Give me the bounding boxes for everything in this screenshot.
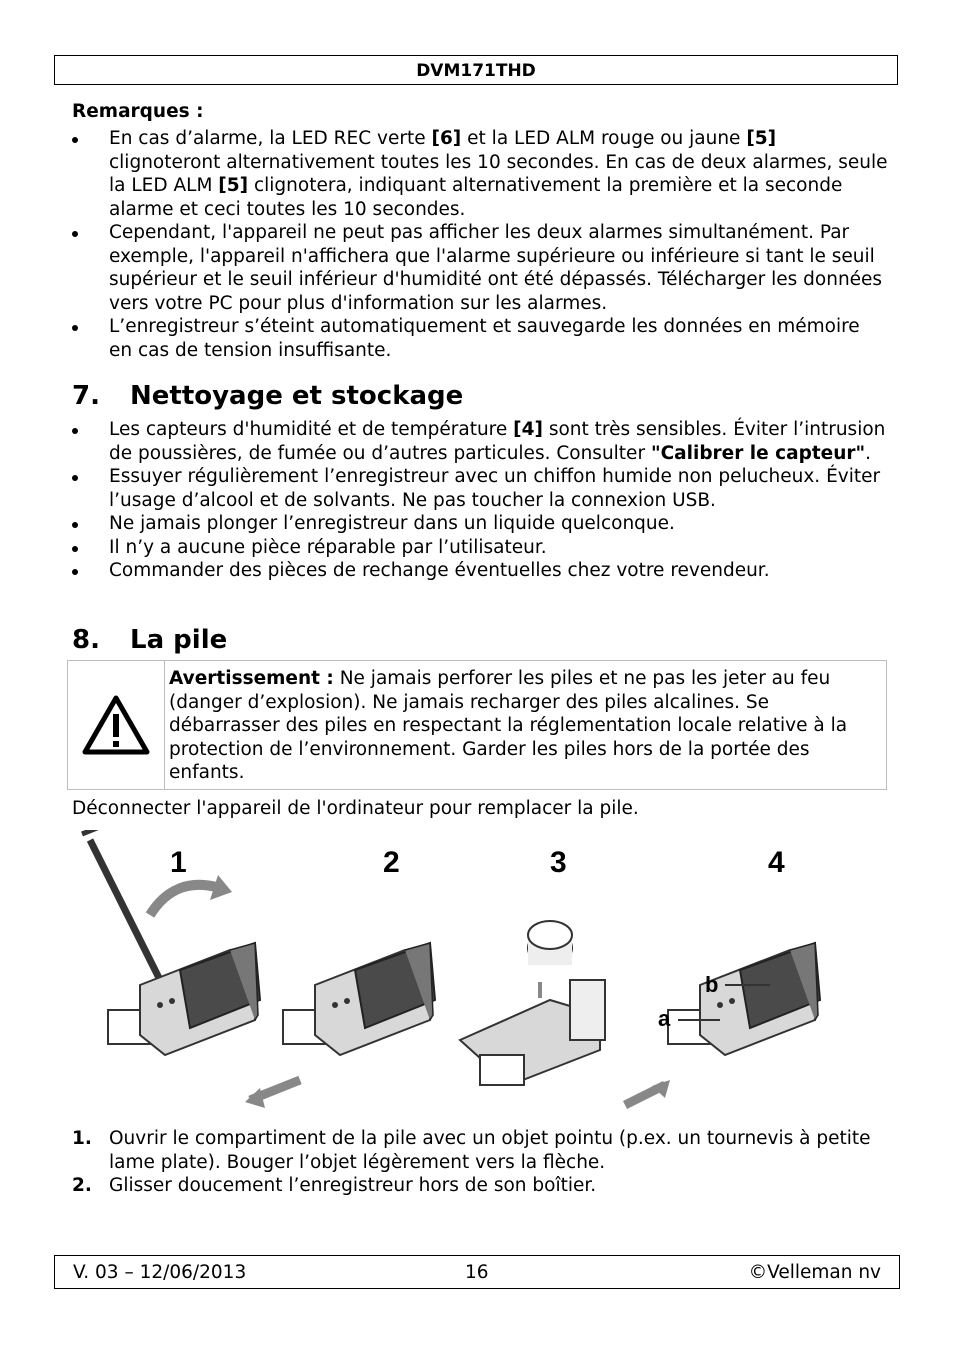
list-item: Ne jamais plonger l’enregistreur dans un liquide quelconque. xyxy=(72,512,888,536)
cleaning-list xyxy=(72,418,888,583)
label-b: b xyxy=(705,972,719,997)
step-number: 3 xyxy=(550,846,567,879)
section-7-heading: 7. Nettoyage et stockage xyxy=(72,381,464,411)
copyright: ©Velleman nv xyxy=(748,1262,881,1283)
document-header xyxy=(54,55,898,85)
warning-box xyxy=(67,660,887,790)
list-item: Les capteurs d'humidité et de température [4] sont très sensibles. Éviter l’intrusion de poussières, de fumée ou d’autres particules. Consulter "Calibrer le capteur". xyxy=(72,418,888,465)
remarks-list xyxy=(72,127,888,362)
battery-replacement-illustration xyxy=(80,830,880,1120)
step-number: 4 xyxy=(768,846,785,879)
list-item: 2. Glisser doucement l’enregistreur hors de son boîtier. xyxy=(72,1175,597,1196)
step-3-figure xyxy=(460,921,605,1085)
page-number: 16 xyxy=(465,1262,489,1283)
list-item: L’enregistreur s’éteint automatiquement et sauvegarde les données en mémoire en cas de tension insuffisante. xyxy=(72,315,888,362)
list-item: Il n’y a aucune pièce réparable par l’utilisateur. xyxy=(72,536,888,560)
model-name: DVM171THD xyxy=(416,61,536,81)
list-item: Cependant, l'appareil ne peut pas afficher les deux alarmes simultanément. Par exemple, l'appareil n'affichera que l'alarme supérieure ou inférieure si tant le seuil supérieur et le seuil inférieur d'humidité ont été dépassés. Télécharger les données vers votre PC pour plus d'information sur les alarmes. xyxy=(72,221,888,315)
disconnect-instruction: Déconnecter l'appareil de l'ordinateur pour remplacer la pile. xyxy=(72,798,639,819)
step-number: 1 xyxy=(170,846,187,879)
warning-text: Avertissement : Ne jamais perforer les piles et ne pas les jeter au feu (danger d’explosion). Ne jamais recharger des piles alcalines. Se débarrasser des piles en respectant la réglementation locale relative à la protection de l’environnement. Garder les piles hors de la portée des enfants. xyxy=(169,668,848,783)
remarks-title: Remarques : xyxy=(72,101,204,122)
warning-triangle-icon xyxy=(82,695,150,755)
step-number: 2 xyxy=(383,846,400,879)
battery-steps-list xyxy=(72,1127,888,1198)
list-item: 1. Ouvrir le compartiment de la pile avec un objet pointu (p.ex. un tournevis à petite lame plate). Bouger l’objet légèrement vers la flèche. xyxy=(72,1128,871,1173)
step-2-figure xyxy=(245,943,435,1108)
version-date: V. 03 – 12/06/2013 xyxy=(73,1262,247,1283)
list-item: En cas d’alarme, la LED REC verte [6] et la LED ALM rouge ou jaune [5] clignoteront alternativement toutes les 10 secondes. En cas de deux alarmes, seule la LED ALM [5] clignotera, indiquant alternativement la première et la seconde alarme et ceci toutes les 10 secondes. xyxy=(72,127,888,221)
document-footer xyxy=(54,1255,900,1289)
list-item: Essuyer régulièrement l’enregistreur avec un chiffon humide non pelucheux. Éviter l’usage d’alcool et de solvants. Ne pas toucher la connexion USB. xyxy=(72,465,888,512)
list-item: Commander des pièces de rechange éventuelles chez votre revendeur. xyxy=(72,559,888,583)
warning-icon-cell xyxy=(68,661,165,789)
section-8-heading: 8. La pile xyxy=(72,625,228,655)
label-a: a xyxy=(658,1006,671,1031)
step-4-figure xyxy=(625,943,820,1105)
